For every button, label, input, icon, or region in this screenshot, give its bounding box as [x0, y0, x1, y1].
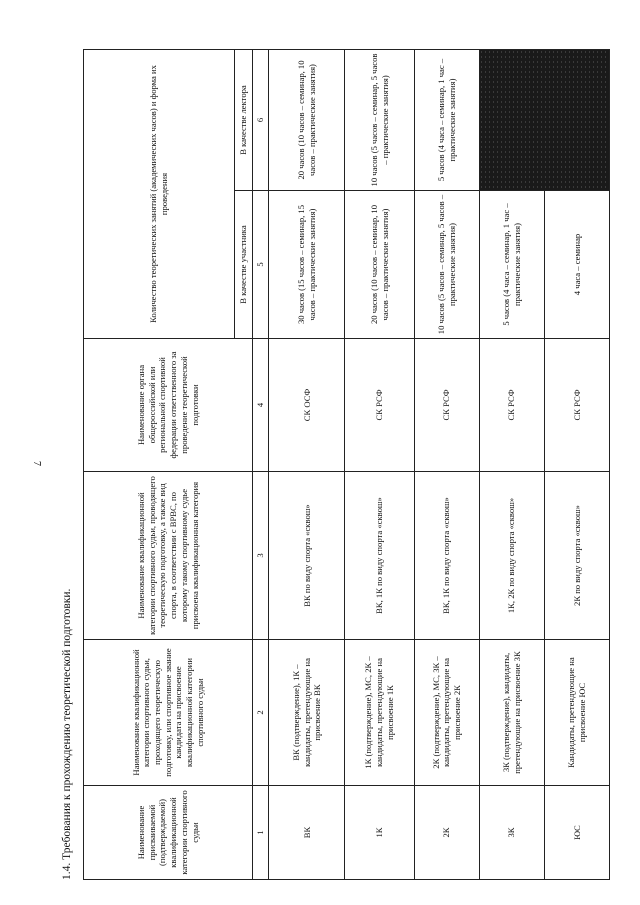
lector-hours-cell: 20 часов (10 часов – семинар, 10 часов – практические занятия) — [269, 50, 345, 191]
column-number: 2 — [253, 640, 269, 786]
candidates-cell: 1К (подтверждение), МС, 2К – кандидаты, претендующие на присвоение 1К — [345, 640, 414, 786]
table-row — [479, 50, 544, 880]
table-row — [414, 50, 479, 880]
candidates-cell: Кандидаты, претендующие на присвоение ЮС — [544, 640, 609, 786]
category-cell: 2К — [414, 786, 479, 880]
header-organ: Наименование органа общероссийской или региональной спортивной федерации ответственного за проведение теоретической подготовки — [84, 339, 253, 472]
header-lector: В качестве лектора — [234, 50, 252, 191]
column-number: 4 — [253, 339, 269, 472]
lecturer-cell: 2К по виду спорта «сквош» — [544, 472, 609, 640]
organ-cell: СК РСФ — [544, 339, 609, 472]
section-heading: 1.4. Требования к прохождению теоретической подготовки. — [61, 588, 73, 880]
column-number: 6 — [253, 50, 269, 191]
organ-cell: СК ОСФ — [269, 339, 345, 472]
category-cell: ВК — [269, 786, 345, 880]
lecturer-cell: ВК по виду спорта «сквош» — [269, 472, 345, 640]
organ-cell: СК РСФ — [345, 339, 414, 472]
column-number: 1 — [253, 786, 269, 880]
candidates-cell: 3К (подтверждение), кандидаты, претендующие на присвоение 3К — [479, 640, 544, 786]
organ-cell: СК РСФ — [414, 339, 479, 472]
header-category: Наименование присваиваемой (подтверждаемой) квалификационной категории спортивного судьи — [84, 786, 253, 880]
header-lecturer: Наименование квалификационной категории спортивного судьи, проводящего теоретическую подготовку, а также вид спорта, в соответствии с ВРВС, по которому такому спортивному судье присвоена квалификационная категория — [84, 472, 253, 640]
participant-hours-cell: 30 часов (15 часов – семинар, 15 часов – практические занятия) — [269, 191, 345, 339]
header-participant: В качестве участника — [234, 191, 252, 339]
requirements-table — [83, 49, 610, 880]
participant-hours-cell: 5 часов (4 часа – семинар, 1 час – практические занятия) — [479, 191, 544, 339]
column-number: 3 — [253, 472, 269, 640]
candidates-cell: 2К (подтверждение), МС, 3К – кандидаты, претендующие на присвоение 2К — [414, 640, 479, 786]
participant-hours-cell: 10 часов (5 часов – семинар, 5 часов – практические занятия) — [414, 191, 479, 339]
rotated-page — [55, 50, 615, 880]
page-number: 7 — [31, 461, 42, 466]
redacted-cell — [479, 50, 609, 191]
lector-hours-cell: 10 часов (5 часов – семинар, 5 часов – практические занятия) — [345, 50, 414, 191]
lecturer-cell: 1К, 2К по виду спорта «сквош» — [479, 472, 544, 640]
category-cell: 1К — [345, 786, 414, 880]
table-row — [345, 50, 414, 880]
column-number: 5 — [253, 191, 269, 339]
lecturer-cell: ВК, 1К по виду спорта «сквош» — [414, 472, 479, 640]
lecturer-cell: ВК, 1К по виду спорта «сквош» — [345, 472, 414, 640]
header-row — [84, 50, 235, 880]
participant-hours-cell: 20 часов (10 часов – семинар, 10 часов – практические занятия) — [345, 191, 414, 339]
lector-hours-cell: 5 часов (4 часа – семинар, 1 час – практические занятия) — [414, 50, 479, 191]
category-cell: 3К — [479, 786, 544, 880]
table-row — [269, 50, 345, 880]
organ-cell: СК РСФ — [479, 339, 544, 472]
candidates-cell: ВК (подтверждение), 1К – кандидаты, претендующие на присвоение ВК — [269, 640, 345, 786]
header-candidates: Наименование квалификационной категории спортивного судьи, проходящего теоретическую подготовку, или спортивное звание кандидата на присвоение квалификационной категории спортивного судьи — [84, 640, 253, 786]
category-cell: ЮС — [544, 786, 609, 880]
header-hours: Количество теоретических занятий (академических часов) и форма их проведения — [84, 50, 235, 339]
column-number-row — [253, 50, 269, 880]
participant-hours-cell: 4 часа – семинар — [544, 191, 609, 339]
